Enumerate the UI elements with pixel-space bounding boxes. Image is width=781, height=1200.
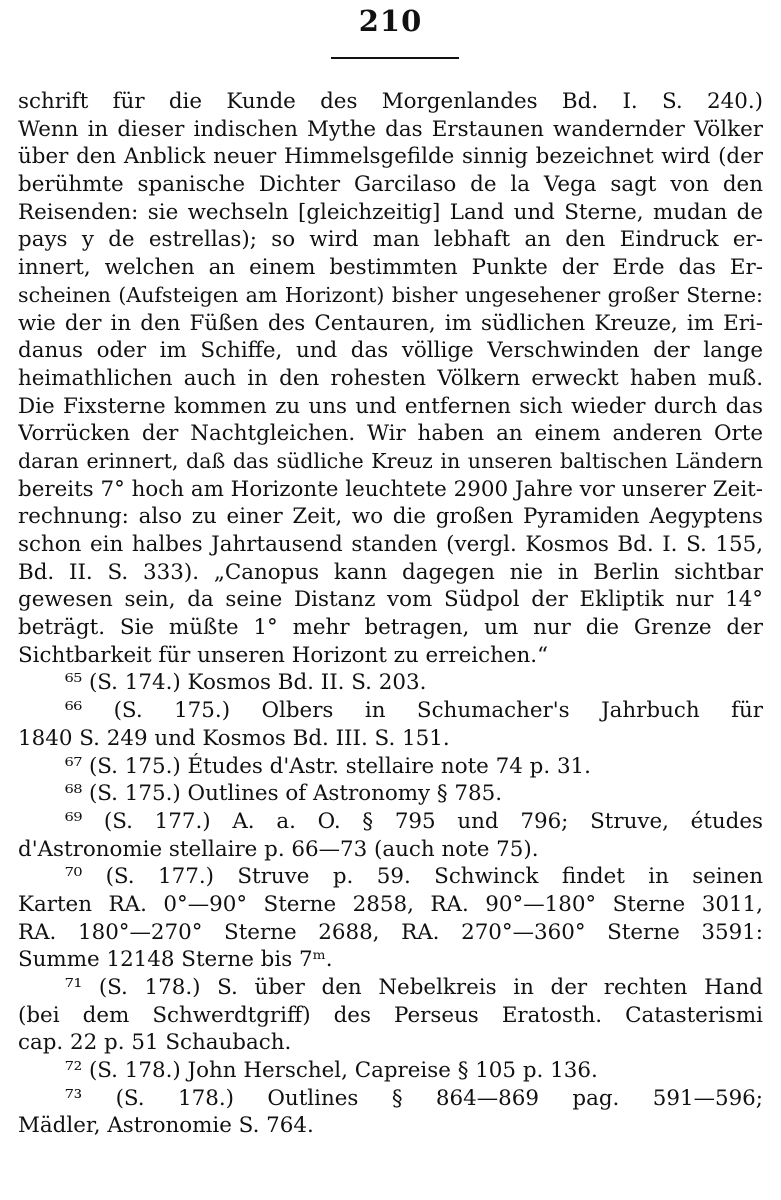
text-line: Karten RA. 0°—90° Sterne 2858, RA. 90°—180° Sterne 3011,: [18, 891, 763, 917]
text-line: 1840 S. 249 und Kosmos Bd. III. S. 151.: [18, 725, 450, 751]
document-page: [18, 0, 763, 1200]
body-text: [18, 88, 763, 1140]
text-line: RA. 180°—270° Sterne 2688, RA. 270°—360° Sterne 3591:: [18, 919, 763, 945]
text-line: ⁶⁷ (S. 175.) Études d'Astr. stellaire note 74 p. 31.: [65, 753, 591, 779]
text-line: cap. 22 p. 51 Schaubach.: [18, 1030, 292, 1056]
text-line: Wenn in dieser indischen Mythe das Erstaunen wandernder Völker: [18, 116, 763, 142]
text-line: (bei dem Schwerdtgriff) des Perseus Eratosth. Catasterismi: [18, 1002, 763, 1028]
text-line: ⁷² (S. 178.) John Herschel, Capreise § 105 p. 136.: [65, 1058, 598, 1084]
text-line: ⁶⁹ (S. 177.) A. a. O. § 795 und 796; Struve, études: [65, 808, 763, 834]
text-line: innert, welchen an einem bestimmten Punkte der Erde das Er-: [18, 255, 763, 281]
text-line: ⁶⁵ (S. 174.) Kosmos Bd. II. S. 203.: [65, 670, 427, 696]
text-line: wie der in den Füßen des Centauren, im südlichen Kreuze, im Eri-: [18, 310, 763, 336]
header-rule: [331, 57, 459, 59]
text-line: ⁷¹ (S. 178.) S. über den Nebelkreis in der rechten Hand: [65, 975, 763, 1000]
text-line: d'Astronomie stellaire p. 66—73 (auch note 75).: [18, 836, 539, 862]
text-line: beträgt. Sie müßte 1° mehr betragen, um nur die Grenze der: [18, 615, 763, 641]
text-line: Sichtbarkeit für unseren Horizont zu erreichen.“: [18, 642, 549, 668]
text-line: heimathlichen auch in den rohesten Völkern erweckt haben muß.: [18, 365, 763, 391]
text-line: danus oder im Schiffe, und das völlige Verschwinden der lange: [18, 338, 763, 364]
page-number: 210: [358, 4, 423, 38]
text-line: ⁷³ (S. 178.) Outlines § 864—869 pag. 591—596;: [65, 1085, 763, 1111]
text-line: bereits 7° hoch am Horizonte leuchtete 2900 Jahre vor unserer Zeit-: [18, 476, 763, 502]
text-line: Mädler, Astronomie S. 764.: [18, 1113, 314, 1139]
text-line: rechnung: also zu einer Zeit, wo die großen Pyramiden Aegyptens: [18, 504, 763, 530]
text-line: ⁷⁰ (S. 177.) Struve p. 59. Schwinck findet in seinen: [65, 864, 763, 890]
text-line: pays y de estrellas); so wird man lebhaft an den Eindruck er-: [18, 227, 763, 253]
text-line: berühmte spanische Dichter Garcilaso de la Vega sagt von den: [18, 172, 763, 198]
text-line: Die Fixsterne kommen zu uns und entfernen sich wieder durch das: [18, 393, 763, 419]
text-line: schrift für die Kunde des Morgenlandes Bd. I. S. 240.): [18, 89, 763, 114]
text-line: gewesen sein, da seine Distanz vom Südpol der Ekliptik nur 14°: [18, 587, 763, 613]
text-line: ⁶⁸ (S. 175.) Outlines of Astronomy § 785.: [65, 781, 503, 807]
text-line: Summe 12148 Sterne bis 7ᵐ.: [18, 947, 333, 973]
text-line: schon ein halbes Jahrtausend standen (vergl. Kosmos Bd. I. S. 155,: [18, 532, 763, 557]
text-line: Reisenden: sie wechseln [gleichzeitig] Land und Sterne, mudan de: [18, 199, 763, 225]
text-line: ⁶⁶ (S. 175.) Olbers in Schumacher's Jahrbuch für: [65, 698, 763, 724]
text-line: daran erinnert, daß das südliche Kreuz in unseren baltischen Ländern: [18, 448, 763, 473]
text-line: Vorrücken der Nachtgleichen. Wir haben an einem anderen Orte: [18, 421, 763, 447]
text-line: scheinen (Aufsteigen am Horizont) bisher ungesehener großer Sterne:: [18, 282, 763, 307]
text-line: Bd. II. S. 333). „Canopus kann dagegen nie in Berlin sichtbar: [18, 559, 763, 585]
text-line: über den Anblick neuer Himmelsgefilde sinnig bezeichnet wird (der: [18, 144, 763, 170]
